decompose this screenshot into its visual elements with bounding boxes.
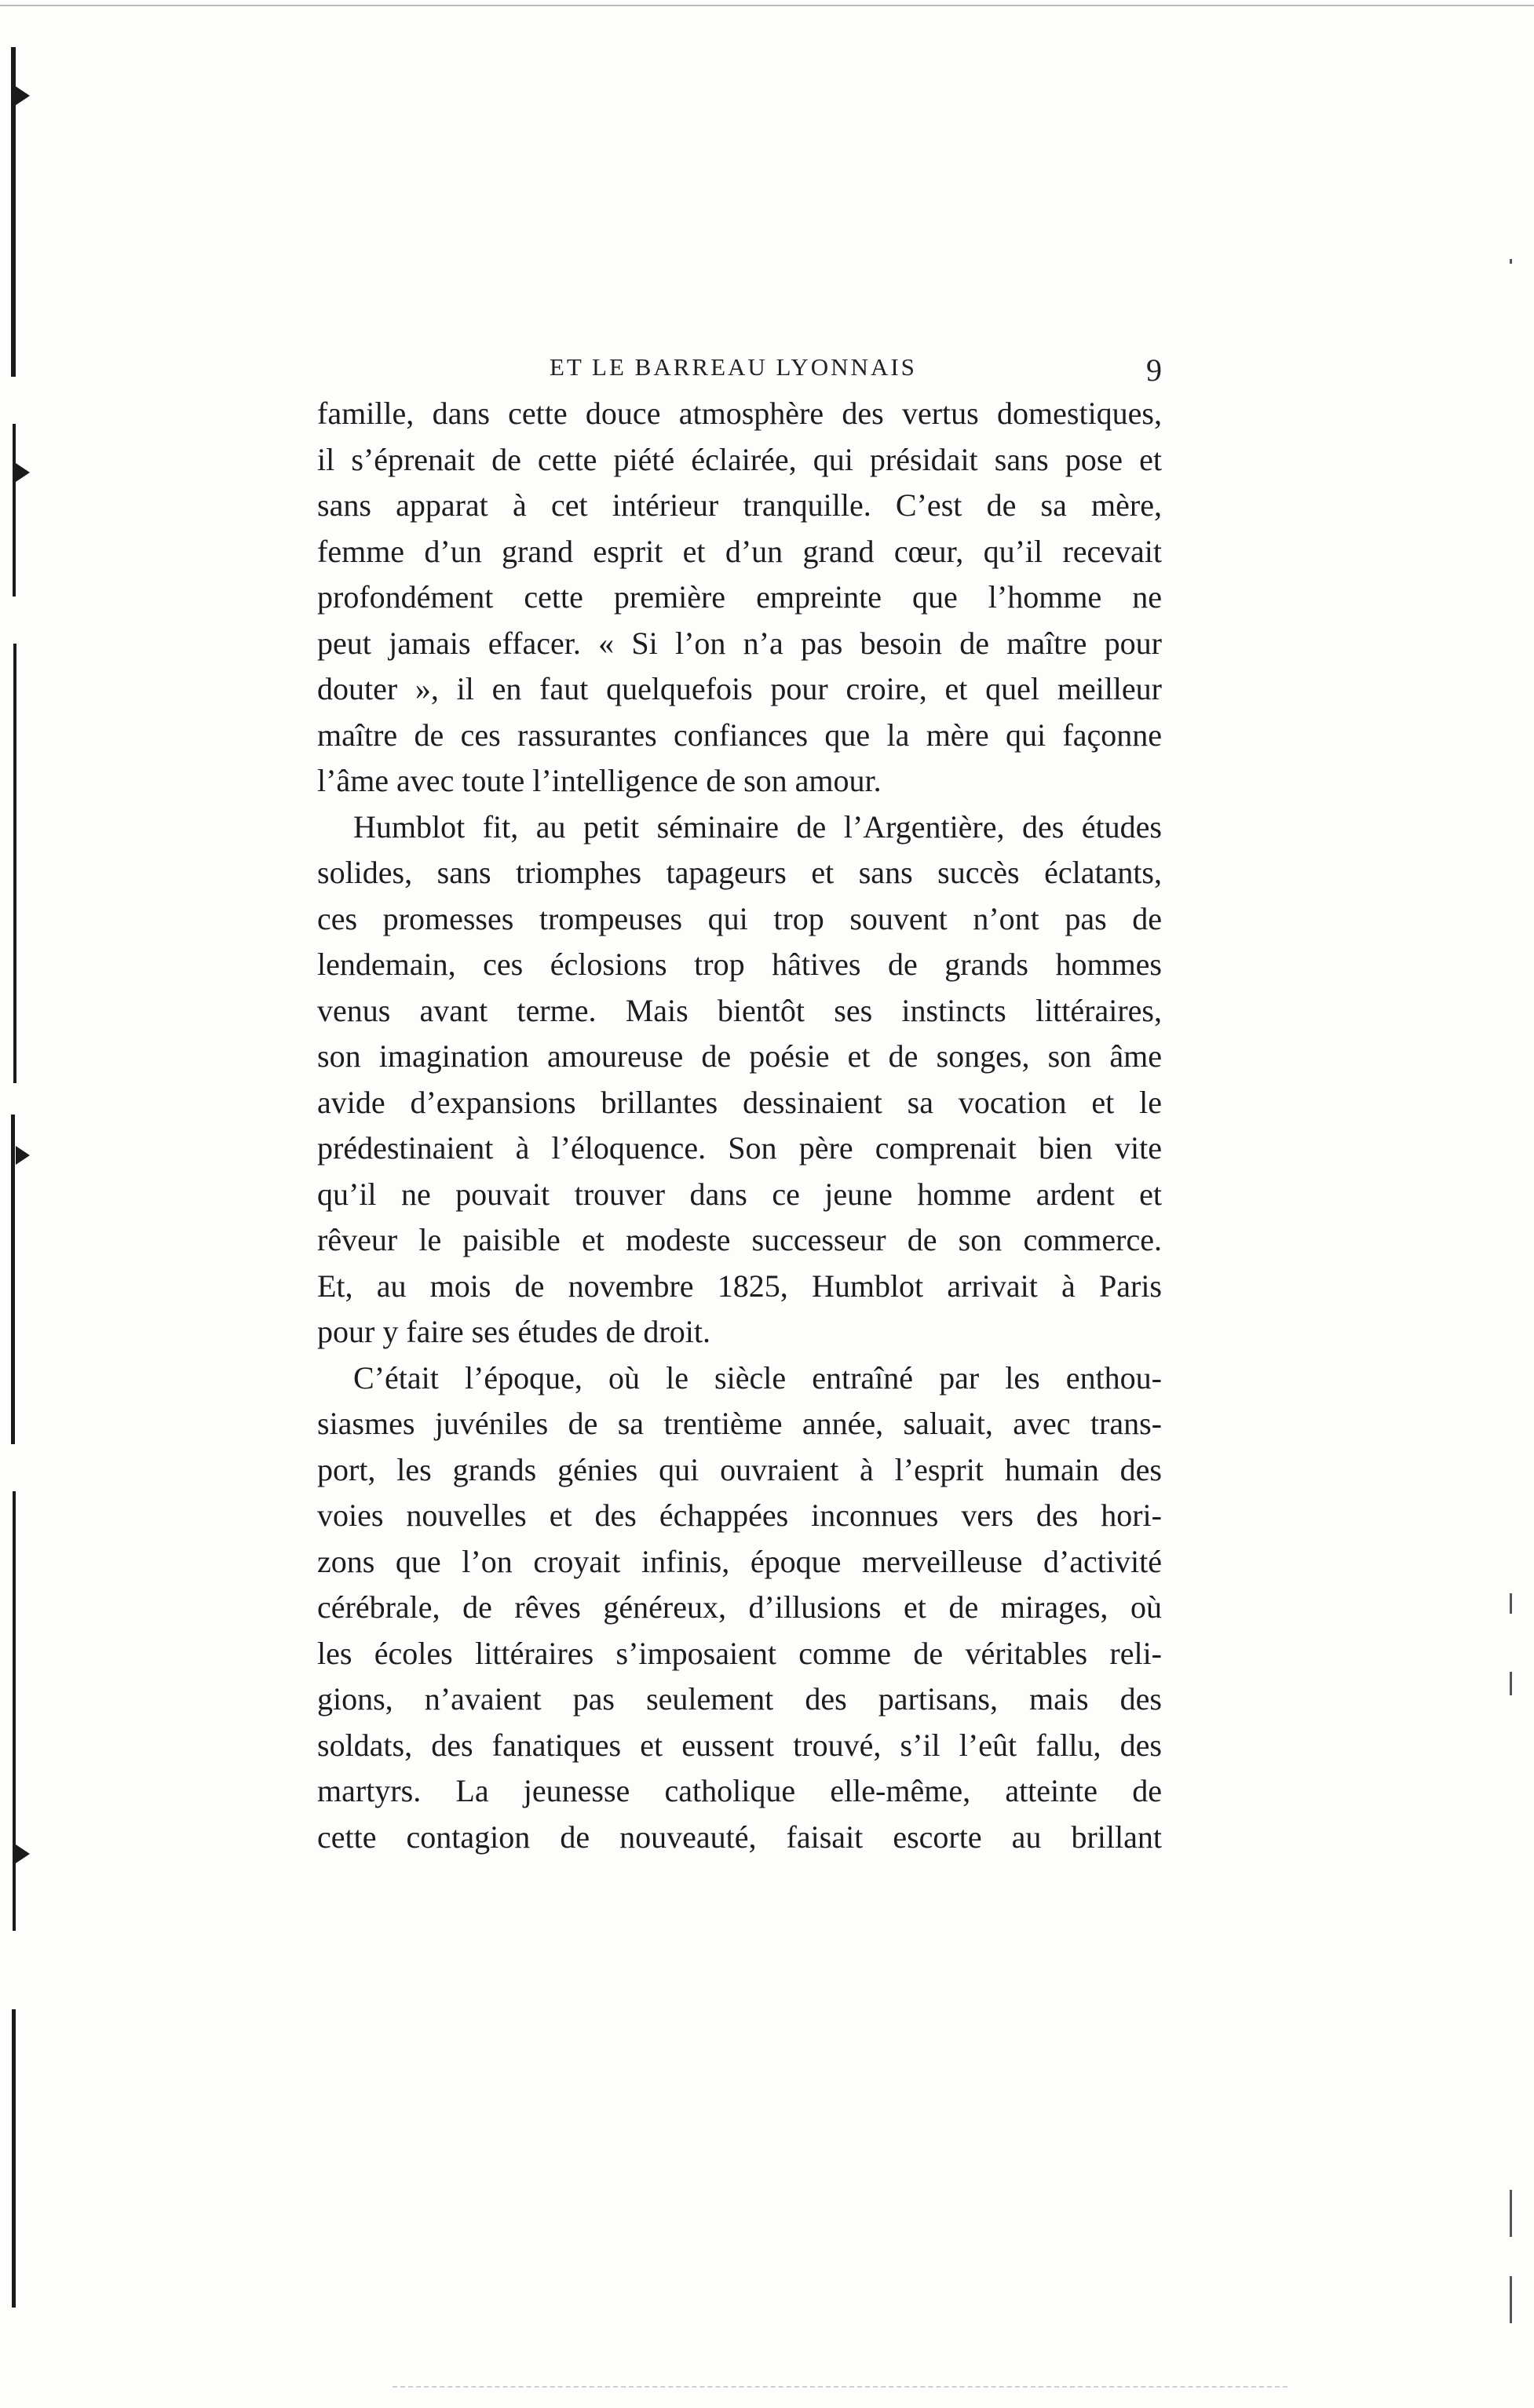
binding-notch bbox=[16, 1844, 30, 1863]
text-line: martyrs. La jeunesse catholique elle-même, atteinte de bbox=[317, 1773, 1162, 1808]
binding-shadow bbox=[13, 424, 16, 597]
text-line: avide d’expansions brillantes dessinaient sa vocation et le bbox=[317, 1084, 1162, 1120]
text-line: solides, sans triomphes tapageurs et sans succès éclatants, bbox=[317, 855, 1162, 890]
text-line: sans apparat à cet intérieur tranquille. C’est de sa mère, bbox=[317, 487, 1162, 523]
binding-notch bbox=[16, 463, 30, 482]
text-line: ces promesses trompeuses qui trop souvent n’ont pas de bbox=[317, 900, 1162, 936]
text-line: soldats, des fanatiques et eussent trouvé, s’il l’eût fallu, des bbox=[317, 1727, 1162, 1763]
text-line: cérébrale, de rêves généreux, d’illusions et de mirages, où bbox=[317, 1589, 1162, 1625]
text-line: Humblot fit, au petit séminaire de l’Argentière, des études bbox=[353, 808, 1162, 845]
page-number: 9 bbox=[1146, 352, 1162, 388]
scan-speck bbox=[1510, 2276, 1512, 2323]
text-line: famille, dans cette douce atmosphère des vertus domestiques, bbox=[317, 396, 1162, 431]
text-line: femme d’un grand esprit et d’un grand cœur, qu’il recevait bbox=[317, 533, 1162, 569]
text-line: son imagination amoureuse de poésie et de songes, son âme bbox=[317, 1038, 1162, 1074]
running-title: ET LE BARREAU LYONNAIS bbox=[550, 353, 917, 381]
body-text bbox=[317, 391, 1162, 1860]
text-line: maître de ces rassurantes confiances que la mère qui façonne bbox=[317, 717, 1162, 753]
text-line: douter », il en faut quelquefois pour croire, et quel meilleur bbox=[317, 671, 1162, 706]
text-line: qu’il ne pouvait trouver dans ce jeune homme ardent et bbox=[317, 1176, 1162, 1212]
scan-top-edge bbox=[0, 5, 1534, 6]
binding-notch bbox=[16, 86, 30, 105]
binding-shadow bbox=[11, 1115, 15, 1444]
scan-speck bbox=[1510, 1672, 1512, 1695]
text-line: cette contagion de nouveauté, faisait escorte au brillant bbox=[317, 1819, 1162, 1855]
text-line: les écoles littéraires s’imposaient comme de véritables reli- bbox=[317, 1635, 1162, 1671]
text-line: voies nouvelles et des échappées inconnues vers des hori- bbox=[317, 1498, 1162, 1533]
binding-shadow bbox=[13, 1491, 16, 1931]
text-line: gions, n’avaient pas seulement des partisans, mais des bbox=[317, 1681, 1162, 1717]
binding-shadow bbox=[13, 644, 16, 1083]
text-line: l’âme avec toute l’intelligence de son amour. bbox=[317, 763, 882, 798]
binding-shadow bbox=[12, 2009, 16, 2308]
text-line: siasmes juvéniles de sa trentième année, saluait, avec trans- bbox=[317, 1406, 1162, 1441]
text-line: C’était l’époque, où le siècle entraîné par les enthou- bbox=[353, 1359, 1162, 1396]
text-line: peut jamais effacer. « Si l’on n’a pas besoin de maître pour bbox=[317, 625, 1162, 661]
scan-bottom-edge bbox=[393, 2386, 1287, 2391]
scan-speck bbox=[1510, 259, 1512, 264]
scan-speck bbox=[1510, 1593, 1512, 1614]
binding-notch bbox=[16, 1146, 30, 1165]
text-line: rêveur le paisible et modeste successeur de son commerce. bbox=[317, 1222, 1162, 1257]
text-line: port, les grands génies qui ouvraient à l’esprit humain des bbox=[317, 1451, 1162, 1487]
text-line: pour y faire ses études de droit. bbox=[317, 1314, 710, 1349]
text-line: zons que l’on croyait infinis, époque merveilleuse d’activité bbox=[317, 1543, 1162, 1579]
text-line: venus avant terme. Mais bientôt ses instincts littéraires, bbox=[317, 992, 1162, 1028]
text-line: il s’éprenait de cette piété éclairée, qui présidait sans pose et bbox=[317, 441, 1162, 477]
text-line: Et, au mois de novembre 1825, Humblot arrivait à Paris bbox=[317, 1268, 1162, 1304]
text-line: prédestinaient à l’éloquence. Son père comprenait bien vite bbox=[317, 1130, 1162, 1166]
text-line: profondément cette première empreinte que l’homme ne bbox=[317, 579, 1162, 615]
scan-speck bbox=[1510, 2190, 1512, 2237]
text-line: lendemain, ces éclosions trop hâtives de grands hommes bbox=[317, 947, 1162, 982]
